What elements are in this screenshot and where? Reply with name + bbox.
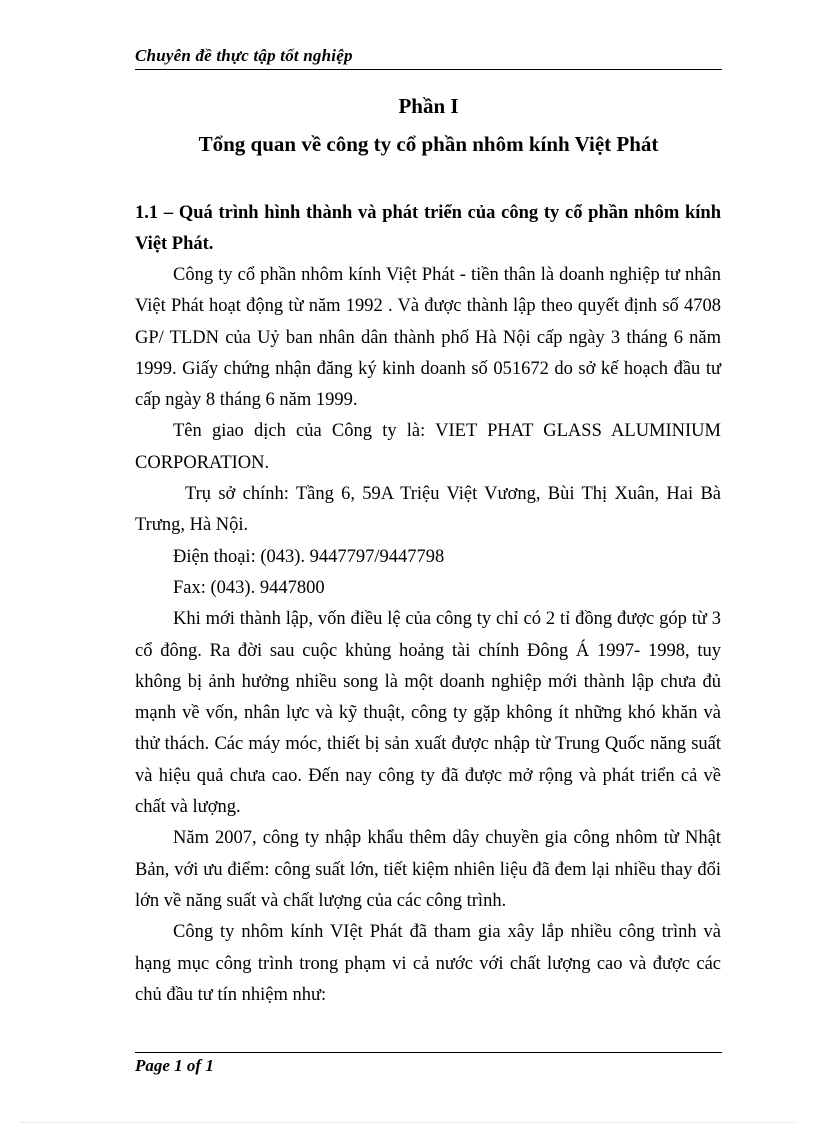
- paragraph-head-office: Trụ sở chính: Tầng 6, 59A Triệu Việt Vương, Bùi Thị Xuân, Hai Bà Trưng, Hà Nội.: [135, 484, 721, 536]
- paragraph-phone: Điện thoại: (043). 9447797/9447798: [173, 546, 445, 567]
- paragraph-capital-history: Khi mới thành lập, vốn điều lệ của công ty chỉ có 2 tỉ đồng được góp từ 3 cổ đông. Ra đời sau cuộc khủng hoảng tài chính Đông Á 1997- 1998, tuy không bị ảnh hưởng nhiều song là một doanh nghiệp mới thành lập chưa đủ mạnh về vốn, nhân lực và kỹ thuật, công ty gặp không ít những khó khăn và thử thách. Các máy móc, thiết bị sản xuất được nhập từ Trung Quốc năng suất và hiệu quả chưa cao. Đến nay công ty đã được mở rộng và phát triển cả về chất và lượng.: [135, 609, 721, 818]
- footer-divider: [135, 1052, 722, 1053]
- paragraph-projects: Công ty nhôm kính VIệt Phát đã tham gia xây lắp nhiều công trình và hạng mục công trình trong phạm vi cả nước với chất lượng cao và được các chủ đầu tư tín nhiệm như:: [135, 922, 721, 1005]
- part-title: Tổng quan về công ty cổ phần nhôm kính Việt Phát: [198, 132, 659, 156]
- paragraph-trade-name: Tên giao dịch của Công ty là: VIET PHAT GLASS ALUMINIUM CORPORATION.: [135, 421, 721, 473]
- body-text: [135, 260, 721, 1011]
- page-number: Page 1 of 1: [135, 1056, 214, 1075]
- paragraph-2007-expansion: Năm 2007, công ty nhập khẩu thêm dây chuyền gia công nhôm từ Nhật Bản, với ưu điểm: công suất lớn, tiết kiệm nhiên liệu đã đem lại nhiều thay đổi lớn về năng suất và chất lượng của các công trình.: [135, 828, 721, 911]
- page-header-title: Chuyên đề thực tập tốt nghiệp: [135, 46, 353, 65]
- part-label: Phần I: [398, 94, 459, 118]
- paragraph-fax: Fax: (043). 9447800: [173, 577, 325, 598]
- header-divider: [135, 69, 722, 70]
- section-heading: 1.1 – Quá trình hình thành và phát triển của công ty cổ phần nhôm kính Việt Phát.: [135, 203, 721, 254]
- paragraph-founding: Công ty cổ phần nhôm kính Việt Phát - tiền thân là doanh nghiệp tư nhân Việt Phát hoạt động từ năm 1992 . Và được thành lập theo quyết định số 4708 GP/ TLDN của Uỷ ban nhân dân thành phố Hà Nội cấp ngày 3 tháng 6 năm 1999. Giấy chứng nhận đăng ký kinh doanh số 051672 do sở kế hoạch đầu tư cấp ngày 8 tháng 6 năm 1999.: [135, 265, 721, 411]
